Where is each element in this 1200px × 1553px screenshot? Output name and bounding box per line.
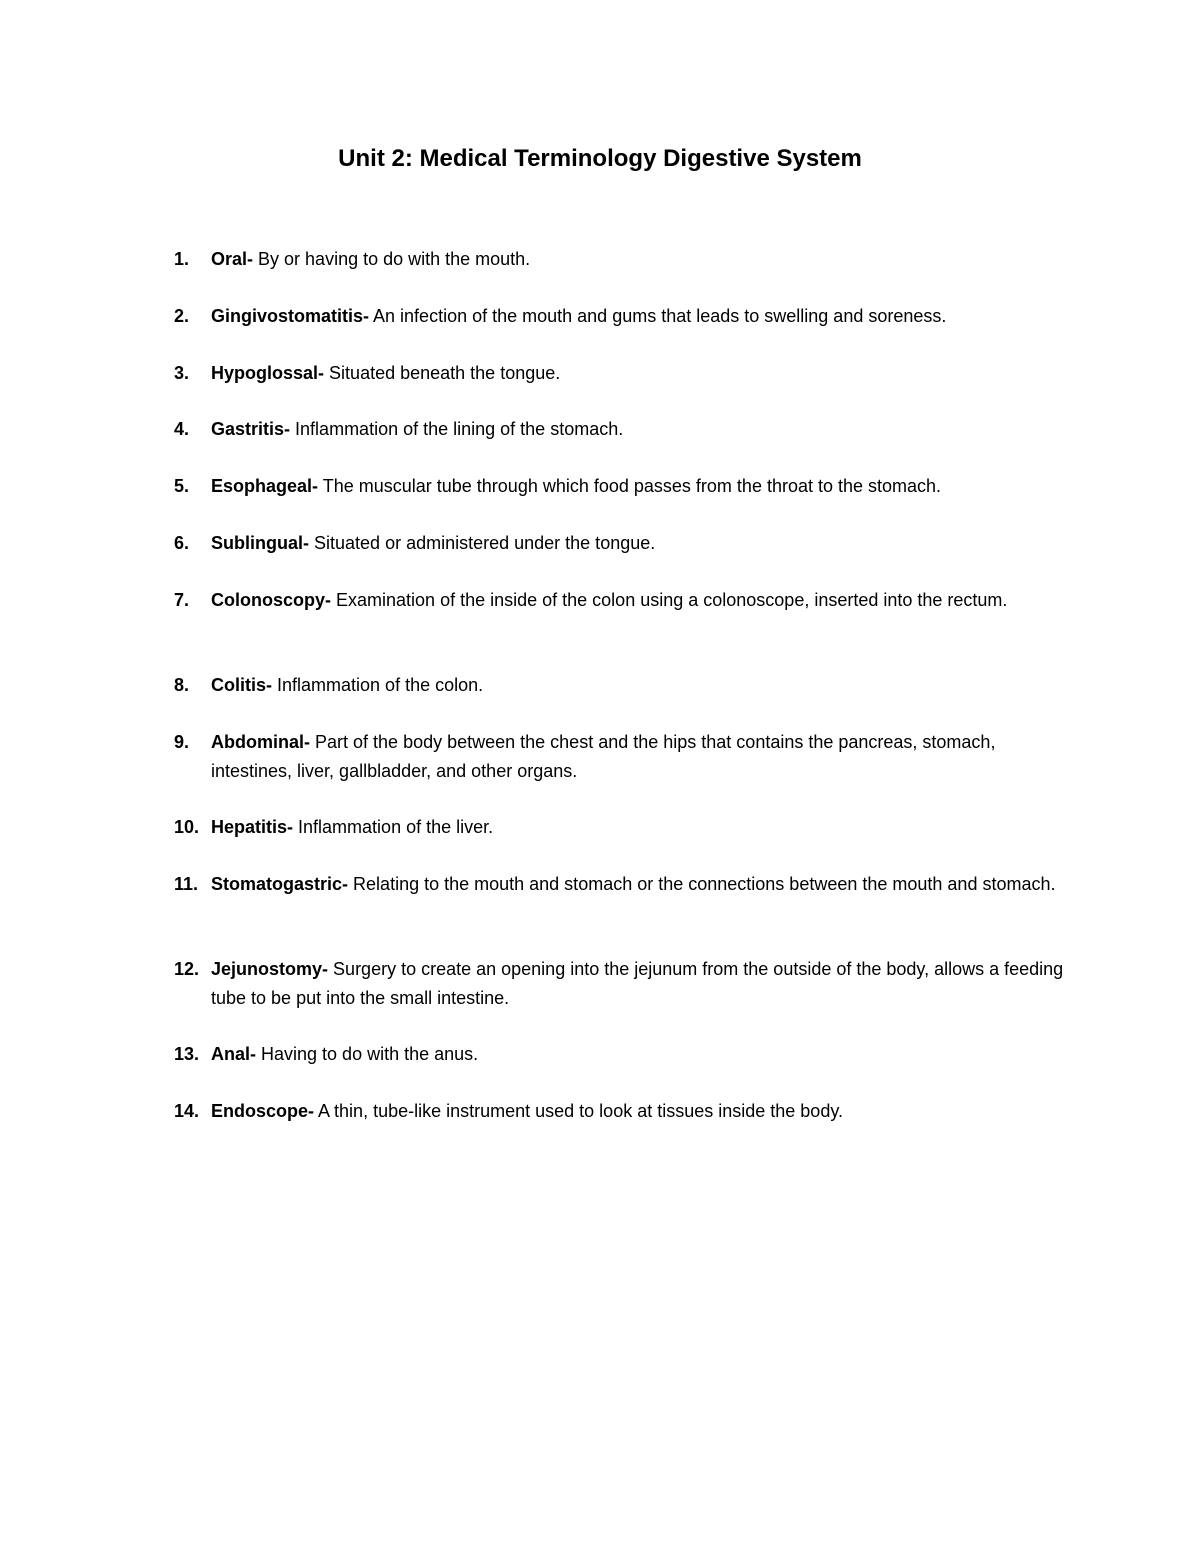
document-title: Unit 2: Medical Terminology Digestive System xyxy=(338,145,862,172)
term-body xyxy=(211,359,1071,388)
term-number: 5. xyxy=(174,476,190,496)
term-number: 14. xyxy=(174,1101,200,1121)
term-number: 9. xyxy=(174,732,190,752)
term-body xyxy=(211,955,1071,1012)
term-number: 7. xyxy=(174,590,190,610)
term-name: Colitis- xyxy=(211,675,272,695)
term-definition: Relating to the mouth and stomach or the connections between the mouth and stomach. xyxy=(353,874,1056,894)
term-body xyxy=(211,472,1071,501)
term-definition: Examination of the inside of the colon using a colonoscope, inserted into the rectum. xyxy=(336,590,1008,610)
term-definition: The muscular tube through which food passes from the throat to the stomach. xyxy=(322,476,942,496)
term-body xyxy=(211,1097,1071,1126)
term-number: 3. xyxy=(174,363,190,383)
term-body xyxy=(211,813,1071,842)
term-name: Anal- xyxy=(211,1044,256,1064)
term-number: 13. xyxy=(174,1044,200,1064)
term-body xyxy=(211,245,1071,274)
term-number: 12. xyxy=(174,959,200,979)
term-name: Endoscope- xyxy=(211,1101,315,1121)
term-name: Gingivostomatitis- xyxy=(211,306,370,326)
term-definition: Inflammation of the colon. xyxy=(277,675,484,695)
term-definition: Situated beneath the tongue. xyxy=(329,363,561,383)
term-number: 2. xyxy=(174,306,190,326)
term-number: 8. xyxy=(174,675,190,695)
term-definition: Inflammation of the lining of the stomach. xyxy=(295,419,624,439)
term-name: Sublingual- xyxy=(211,533,309,553)
term-body xyxy=(211,415,1071,444)
term-definition: An infection of the mouth and gums that leads to swelling and soreness. xyxy=(373,306,947,326)
term-number: 1. xyxy=(174,249,190,269)
term-definition: By or having to do with the mouth. xyxy=(258,249,531,269)
term-body xyxy=(211,586,1071,615)
term-name: Hepatitis- xyxy=(211,817,294,837)
term-definition: Inflammation of the liver. xyxy=(298,817,494,837)
term-number: 4. xyxy=(174,419,190,439)
term-number: 11. xyxy=(174,874,199,894)
term-body xyxy=(211,728,1071,785)
term-body xyxy=(211,302,1071,331)
term-name: Esophageal- xyxy=(211,476,319,496)
term-name: Colonoscopy- xyxy=(211,590,331,610)
term-name: Abdominal- xyxy=(211,732,310,752)
term-body xyxy=(211,1040,1071,1069)
term-number: 6. xyxy=(174,533,190,553)
term-body xyxy=(211,529,1071,558)
term-name: Jejunostomy- xyxy=(211,959,329,979)
term-definition: Situated or administered under the tongue. xyxy=(314,533,656,553)
term-definition: Having to do with the anus. xyxy=(261,1044,479,1064)
term-definition: A thin, tube-like instrument used to look at tissues inside the body. xyxy=(318,1101,843,1121)
term-name: Oral- xyxy=(211,249,254,269)
term-name: Stomatogastric- xyxy=(211,874,349,894)
term-definition: Part of the body between the chest and the hips that contains the pancreas, stomach, intestines, liver, gallbladder, and other organs. xyxy=(211,732,996,781)
term-body xyxy=(211,671,1071,700)
term-name: Hypoglossal- xyxy=(211,363,325,383)
term-body xyxy=(211,870,1071,899)
term-name: Gastritis- xyxy=(211,419,291,439)
term-definition: Surgery to create an opening into the jejunum from the outside of the body, allows a feeding tube to be put into the small intestine. xyxy=(211,959,1064,1008)
term-number: 10. xyxy=(174,817,200,837)
